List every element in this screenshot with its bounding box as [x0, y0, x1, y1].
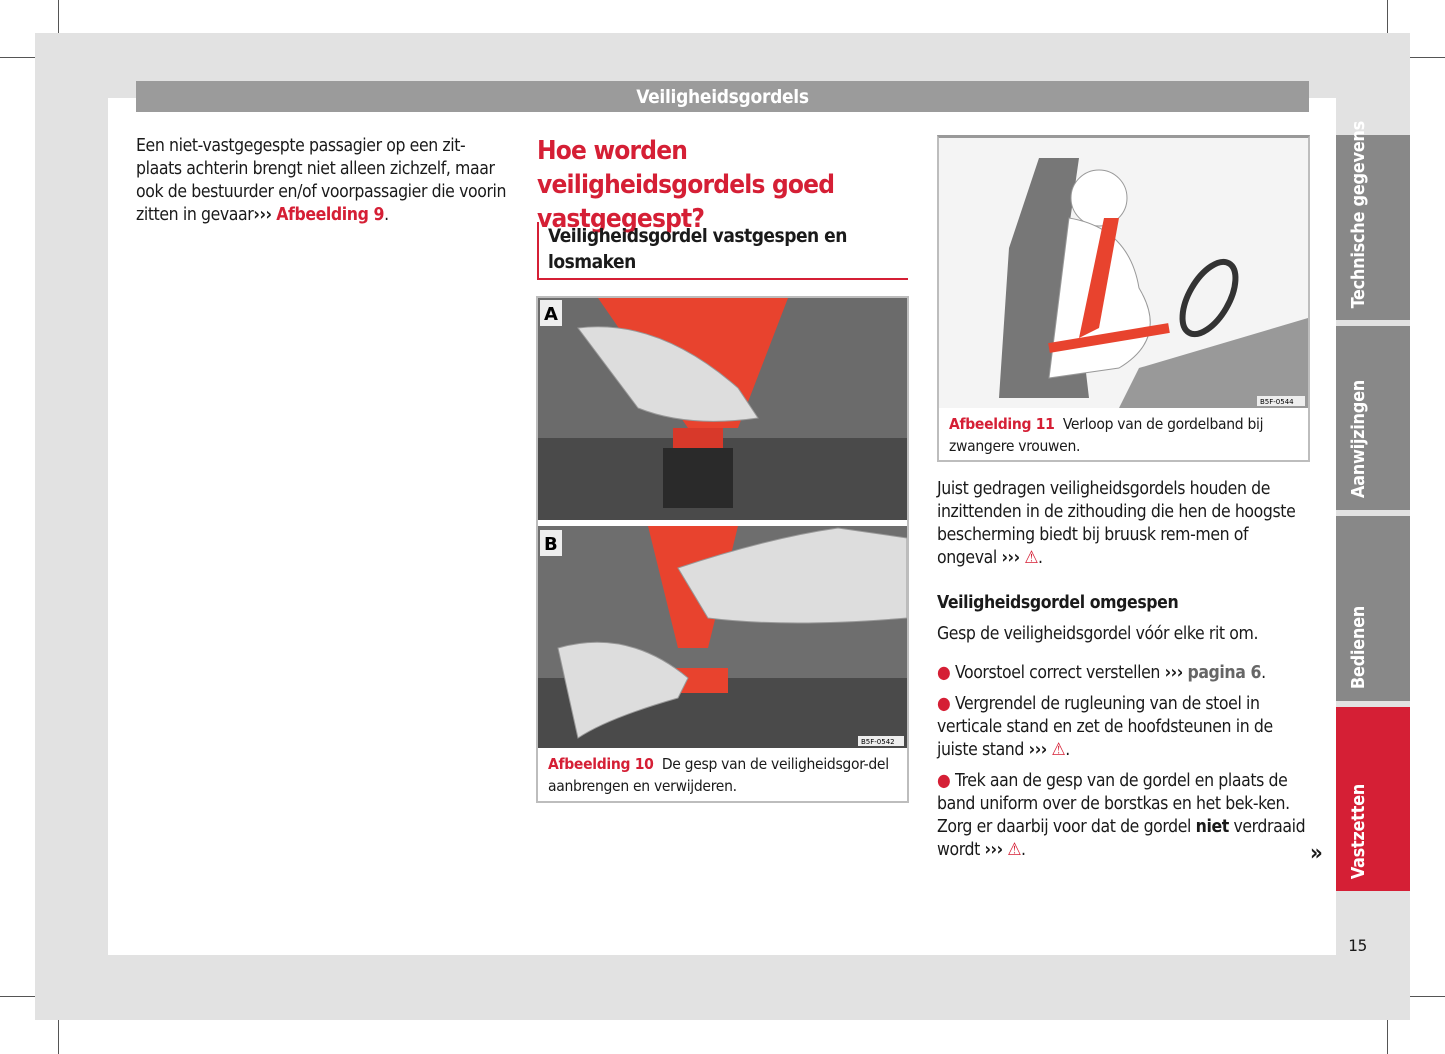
- figure-11: [937, 135, 1310, 462]
- page-number: 15: [1348, 936, 1368, 955]
- tab-bedienen[interactable]: [1336, 516, 1410, 701]
- arrow-icon: ›››: [1001, 548, 1020, 568]
- bold-text: niet: [1195, 817, 1229, 837]
- panel-label-a: A: [544, 304, 558, 325]
- tab-aanwijzingen[interactable]: [1336, 326, 1410, 510]
- continue-icon: »: [1310, 841, 1323, 866]
- buckle-illustration: [538, 298, 907, 748]
- text: Voorstoel correct verstellen: [954, 663, 1160, 683]
- tab-vastzetten[interactable]: [1336, 707, 1410, 891]
- figure-10: [536, 296, 909, 803]
- pregnant-seatbelt-illustration: [939, 138, 1308, 408]
- caption-text: De gesp van de veiligheidsgor-del aanbrengen en verwijderen.: [548, 755, 889, 795]
- warning-icon[interactable]: ⚠: [1051, 740, 1066, 760]
- figure-link[interactable]: Afbeelding 9: [276, 205, 385, 225]
- punct: .: [384, 205, 389, 225]
- bullet-item: ● Vergrendel de rugleuning van de stoel in verticale stand en zet de hoofdsteunen in de juiste stand ››› ⚠.: [937, 694, 1273, 760]
- column-3-text: [937, 478, 1312, 862]
- section-header: Veiligheidsgordels: [136, 81, 1309, 112]
- intro-text: Een niet-vastgegespte passagier op een zit-plaats achterin brengt niet alleen zichzelf, maar ook de bestuurder en/of voorpassagier die voorin zitten in gevaar: [136, 136, 507, 225]
- bullet-item: ● Voorstoel correct verstellen ››› pagina 6.: [937, 663, 1266, 683]
- image-code: B5F-0542: [861, 738, 895, 746]
- warning-icon[interactable]: ⚠: [1024, 548, 1039, 568]
- intro-paragraph: [136, 135, 508, 227]
- tab-label: Vastzetten: [1348, 783, 1369, 879]
- heading: Veiligheidsgordel omgespen: [937, 593, 1179, 613]
- figure-caption: [538, 748, 907, 802]
- intro-paragraph: Juist gedragen veiligheidsgordels houden de inzittenden in de zithouding die hen de hoogste bescherming biedt bij bruusk rem-men of ongeval ››› ⚠.: [937, 479, 1296, 568]
- text: Vergrendel de rugleuning van de stoel in verticale stand en zet de hoofdsteunen in de juiste stand: [937, 694, 1273, 760]
- image-code: B5F-0544: [1260, 398, 1294, 406]
- tab-label: Technische gegevens: [1348, 120, 1369, 308]
- subsection-title: Veiligheidsgordel vastgespen en losmaken: [537, 222, 908, 280]
- page-title: Hoe worden veiligheidsgordels goed vastgegespt?: [537, 136, 835, 234]
- tab-technische-gegevens[interactable]: [1336, 120, 1410, 320]
- panel-label-b: B: [544, 534, 558, 555]
- warning-icon[interactable]: ⚠: [1007, 840, 1022, 860]
- bullet-item: ● Trek aan de gesp van de gordel en plaats de band uniform over de borstkas en het bek-ken. Zorg er daarbij voor dat de gordel niet verdraaid wordt ››› ⚠.: [937, 771, 1306, 860]
- caption-label: Afbeelding 10: [548, 755, 654, 773]
- tab-label: Aanwijzingen: [1348, 379, 1369, 498]
- caption-text: Verloop van de gordelband bij zwangere vrouwen.: [949, 415, 1264, 455]
- text: Trek aan de gesp van de gordel en plaats de band uniform over de borstkas en het bek-ken. Zorg er daarbij voor dat de gordel: [937, 771, 1290, 837]
- lead: Gesp de veiligheidsgordel vóór elke rit om.: [937, 624, 1259, 644]
- figure-caption: [939, 408, 1308, 462]
- punct: .: [1261, 663, 1266, 683]
- tab-label: Bedienen: [1348, 605, 1369, 689]
- page-link[interactable]: pagina 6: [1187, 663, 1262, 683]
- caption-label: Afbeelding 11: [949, 415, 1055, 433]
- text: Juist gedragen veiligheidsgordels houden de inzittenden in de zithouding die hen de hoogste bescherming biedt bij bruusk rem-men of ongeval: [937, 479, 1296, 568]
- text: verdraaid wordt: [937, 817, 1306, 860]
- link-arrow-icon: ›››: [253, 205, 272, 225]
